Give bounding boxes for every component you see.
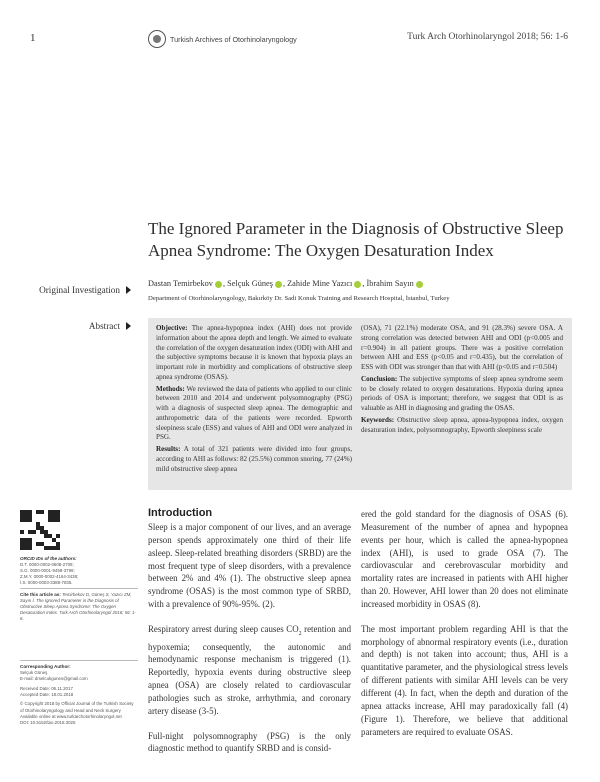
cite-text: Temirbekov D, Güneş S, Yazıcı ZM, Sayın İ. The Ignored Parameter in the Diagnosis of Obstructive Sleep Apnea Syndrome: The Oxygen Desaturation Index. Turk Arch Otorhinolaryngol 2018; 56: 1-6.: [20, 592, 136, 622]
accepted-date: Accepted Date: 18.01.2018: [20, 692, 74, 698]
article-type-label: Original Investigation: [39, 285, 120, 295]
qr-module: [24, 514, 28, 518]
qr-module: [32, 530, 36, 534]
orcid-icon[interactable]: [354, 281, 361, 288]
orcid-heading: ORCID IDs of the authors:: [20, 556, 77, 561]
paragraph: Full-night polysomnography (PSG) is the only diagnostic method to quantify SRBD and is consid-: [148, 730, 351, 754]
objective-text: The apnea-hypopnea index (AHI) does not provide information about the apnea depth and length. We aimed to evaluate the correlation of the oxygen desaturation index (ODI) with AHI and the subjective symptoms because it is known that hypoxia plays an important role in morbidity and complications of obstructive sleep apnea syndrome (OSAS).: [156, 324, 352, 381]
paragraph: Sleep is a major component of our lives, and an average person spends approximately one third of their life asleep. Sleep-related breathing disorders (SRBD) are the most frequent type of sleep disorders, with a prevalence between 2% and 4% (1). The obstructive sleep apnea syndrome (OSAS) is the most common type of SRBD, with a prevalence of 90%-95%. (2).: [148, 522, 351, 610]
qr-module: [56, 546, 60, 550]
methods-label: Methods:: [156, 384, 185, 393]
orcid-block: [20, 556, 138, 586]
sidebar-divider: [20, 660, 138, 661]
paragraph: [148, 623, 351, 718]
subscript: 2: [298, 630, 302, 637]
affiliation: Department of Otorhinolaryngology, Bakırköy Dr. Sadi Konuk Training and Research Hospital, İstanbul, Turkey: [148, 295, 450, 302]
paragraph-text: Respiratory arrest during sleep causes CO: [148, 623, 299, 634]
qr-module: [40, 510, 44, 514]
author-list: Dastan Temirbekov , Selçuk Güneş , Zahide Mine Yazıcı , İbrahim Sayın: [148, 279, 578, 288]
corr-heading: Corresponding Author:: [20, 664, 71, 669]
sidebar-divider: [20, 588, 138, 589]
cite-heading: Cite this article as:: [20, 592, 61, 597]
qr-module: [56, 534, 60, 538]
article-type: [0, 285, 120, 295]
qr-module: [56, 518, 60, 522]
keywords-label: Keywords:: [361, 415, 395, 424]
author-name: Dastan Temirbekov: [148, 279, 213, 288]
keywords-text: Obstructive sleep apnea, apnea-hypopnea index, oxygen desaturation index, polysomnography, Epworth sleepiness scale: [361, 415, 563, 434]
qr-module: [28, 546, 32, 550]
qr-module: [24, 542, 28, 546]
results-label: Results:: [156, 445, 181, 453]
paragraph: ered the gold standard for the diagnosis of OSAS (6). Measurement of the number of apnea and hypopnea events per hour, which is called the apnea-hypopnea index (AHI), is used to grade OSA (7). The cardiovascular and cerebrovascular morbidity and mortality rates are increased in patients with AHI higher than 20. However, AHI lower than 20 does not eliminate increased morbidity in OSAS (8).: [361, 509, 568, 609]
abstract-label: Abstract: [88, 321, 120, 331]
results-text-cont: (OSA), 71 (22.1%) moderate OSA, and 91 (28.3%) severe OSA. A strong correlation was detected between AHI and ODI (p<0.005 and r=0.904) in all patient groups. There was a positive correlation between AHI and ESS (p<0.05 and r=0.435), but the correlation of ESS with ODI was stronger than that with AHI (p<0.05 and r=0.504): [361, 324, 563, 371]
qr-module: [28, 518, 32, 522]
abstract-results: [156, 445, 352, 474]
qr-module: [52, 514, 56, 518]
author-name: Selçuk Güneş: [227, 279, 273, 288]
body-column-left: [148, 521, 351, 755]
orcid-id: Z.M.Y. 0000-0002-4164-3438;: [20, 574, 79, 580]
qr-code-icon: [20, 510, 60, 550]
results-text: A total of 321 patients were divided into four groups, according to AHI as follows: 82 (25.5%) common snoring, 77 (24%) mild obstructive sleep apnea: [156, 445, 352, 473]
doi-text[interactable]: DOI: 10.5152/tao.2018.3025: [20, 719, 76, 725]
paragraph: The most important problem regarding AHI is that the morphology of abnormal respiratory events (i.e., duration and depth) is not taken into account; thus, AHI is a quantitative parameter, and the physiological stress levels of different patients with similar AHI levels can be very different (4). In fact, when the depth and duration of the apnea attacks increase, AHI may paradoxically fall (4) (Figure 1). Therefore, we believe that additional parameters are required to evaluate OSAS.: [361, 623, 568, 737]
orcid-id: D.T. 0000-0002-0608-2709;: [20, 562, 74, 568]
abstract-conclusion: [361, 375, 563, 414]
abstract-column-right: [361, 324, 563, 437]
corr-name: Selçuk Güneş: [20, 670, 48, 676]
abstract-label-wrap: [0, 321, 120, 331]
abstract-keywords: [361, 416, 563, 436]
page-number: 1: [30, 32, 36, 44]
qr-module: [20, 530, 24, 534]
orcid-id: İ.S. 0000-0003-3388-7835.: [20, 580, 73, 586]
orcid-id: S.G. 0000-0001-9458-3799;: [20, 568, 75, 574]
introduction-heading: Introduction: [148, 507, 213, 519]
received-date: Received Date: 06.11.2017: [20, 686, 73, 692]
correspondence-block: [20, 664, 138, 726]
cite-block: [20, 592, 138, 622]
author-name: Zahide Mine Yazıcı: [287, 279, 353, 288]
conclusion-label: Conclusion:: [361, 374, 398, 383]
abstract-arrow-icon: [126, 322, 131, 330]
abstract-methods: [156, 385, 352, 444]
running-head: Turk Arch Otorhinolaryngol 2018; 56: 1-6: [407, 32, 568, 42]
journal-name: Turkish Archives of Otorhinolaryngology: [170, 35, 297, 44]
article-title: The Ignored Parameter in the Diagnosis of Obstructive Sleep Apnea Syndrome: The Oxygen Desaturation Index: [148, 219, 564, 260]
journal-logo: [148, 30, 166, 48]
copyright-text: © Copyright 2018 by Official Journal of the Turkish Society of Otorhinolaryngology and Head and Neck Surgery Available online at www.turkarchotorhinolaryngol.net: [20, 701, 134, 719]
conclusion-text: The subjective symptoms of sleep apnea syndrome seem to be closely related to oxygen desaturations. Hypoxia during apnea periods of OSA is important; therefore, we suggest that ODI is as valuable as AHI in diagnosing and grading the OSAS.: [361, 374, 563, 412]
orcid-icon[interactable]: [275, 281, 282, 288]
abstract-column-left: [156, 324, 352, 476]
paragraph-text: retention and hypoxemia; consequently, the autonomic and hemodynamic response mechanism is triggered (1). Reportedly, hypoxia events during obstructive sleep apnea (OSA) are closely related to cardiovascular pathologies such as stroke, arrhythmia, and coronary artery disease (3-5).: [148, 623, 352, 716]
orcid-icon[interactable]: [416, 281, 423, 288]
objective-label: Objective:: [156, 324, 188, 332]
body-column-right: [361, 508, 568, 738]
corr-email[interactable]: E-mail: drselcukgunes@gmail.com: [20, 676, 88, 682]
abstract-results-cont: [361, 324, 563, 373]
methods-text: We reviewed the data of patients who applied to our clinic between 2010 and 2014 and underwent polysomnography (PSG) with a diagnosis of suspected sleep apnea. The demographic and anthropometric data of the patients were recorded. Epworth sleepiness scale (ESS) and values of AHI and ODI were analyzed in PSG.: [156, 384, 352, 442]
orcid-icon[interactable]: [215, 281, 222, 288]
author-name: İbrahim Sayın: [366, 279, 414, 288]
article-type-arrow-icon: [126, 286, 131, 294]
abstract-objective: [156, 324, 352, 383]
